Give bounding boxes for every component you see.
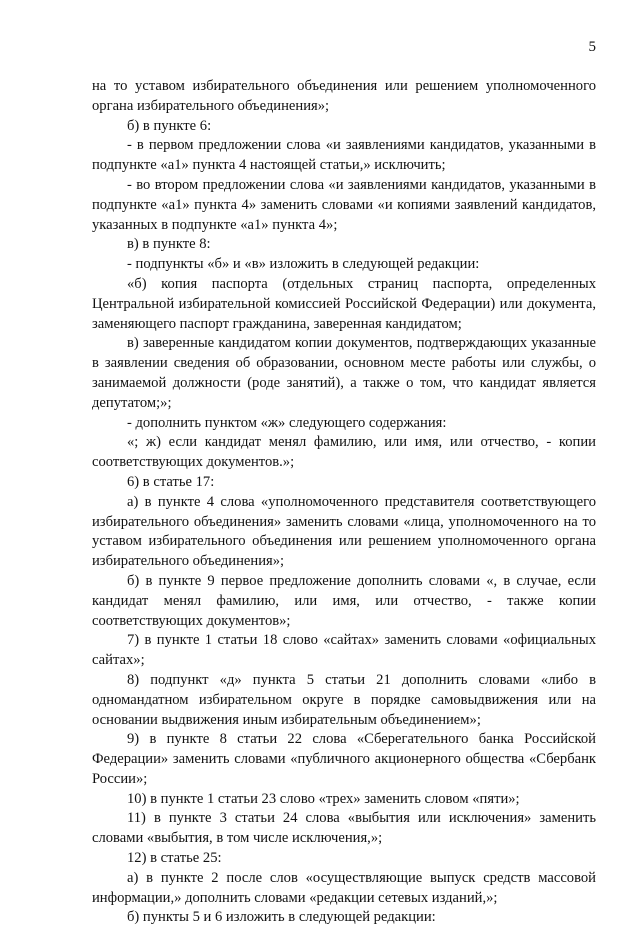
paragraph: а) в пункте 2 после слов «осуществляющие выпуск средств массовой информации,» дополнить словами «редакции сетевых изданий,»; — [92, 869, 596, 906]
paragraph: 10) в пункте 1 статьи 23 слово «трех» заменить словом «пяти»; — [127, 790, 520, 807]
paragraph: 7) в пункте 1 статьи 18 слово «сайтах» заменить словами «официальных сайтах»; — [92, 632, 596, 669]
paragraph: в) заверенные кандидатом копии документов, подтверждающих указанные в заявлении сведения об образовании, основном месте работы или службы, о занимаемой должности (роде занятий), а также о том, что кандидат является депутатом;»; — [92, 335, 596, 411]
paragraph: - подпункты «б» и «в» изложить в следующей редакции: — [127, 256, 480, 273]
paragraph: а) в пункте 4 слова «уполномоченного представителя соответствующего избирательного объединения» заменить словами «лица, уполномоченного на то уставом избирательного объединения или решением уполномоченного органа избирательного объединения»; — [92, 493, 596, 570]
paragraph: б) пункты 5 и 6 изложить в следующей редакции: — [127, 909, 436, 926]
paragraph: 8) подпункт «д» пункта 5 статьи 21 дополнить словами «либо в одномандатном избирательном округе в порядке самовыдвижения или на основании выдвижения иным избирательным объединением»; — [92, 671, 596, 728]
paragraph: б) в пункте 9 первое предложение дополнить словами «, в случае, если кандидат менял фамилию, или имя, или отчество, - также копии соответствующих документов»; — [92, 572, 596, 629]
document-body — [92, 77, 596, 928]
paragraph: - в первом предложении слова «и заявлениями кандидатов, указанными в подпункте «а1» пункта 4 настоящей статьи,» исключить; — [92, 137, 596, 174]
paragraph: «б) копия паспорта (отдельных страниц паспорта, определенных Центральной избирательной комиссией Российской Федерации) или документа, заменяющего паспорт гражданина, заверенная кандидатом; — [92, 275, 596, 332]
page-number: 5 — [588, 39, 596, 55]
paragraph: - во втором предложении слова «и заявлениями кандидатов, указанными в подпункте «а1» пункта 4» заменить словами «и копиями заявлений кандидатов, указанных в подпункте «а1» пункта 4»; — [92, 176, 596, 233]
paragraph: в) в пункте 8: — [127, 236, 211, 253]
paragraph: 6) в статье 17: — [127, 473, 215, 490]
paragraph: 12) в статье 25: — [127, 850, 222, 867]
paragraph: 9) в пункте 8 статьи 22 слова «Сберегательного банка Российской Федерации» заменить словами «публичного акционерного общества «Сбербанк России»; — [92, 731, 596, 787]
paragraph: 11) в пункте 3 статьи 24 слова «выбытия или исключения» заменить словами «выбытия, в том числе исключения,»; — [92, 810, 596, 847]
paragraph: на то уставом избирательного объединения или решением уполномоченного органа избирательного объединения»; — [92, 78, 596, 114]
paragraph: «; ж) если кандидат менял фамилию, или имя, или отчество, - копии соответствующих документов.»; — [92, 434, 596, 471]
paragraph: - дополнить пунктом «ж» следующего содержания: — [127, 414, 447, 431]
paragraph: б) в пункте 6: — [127, 117, 212, 134]
